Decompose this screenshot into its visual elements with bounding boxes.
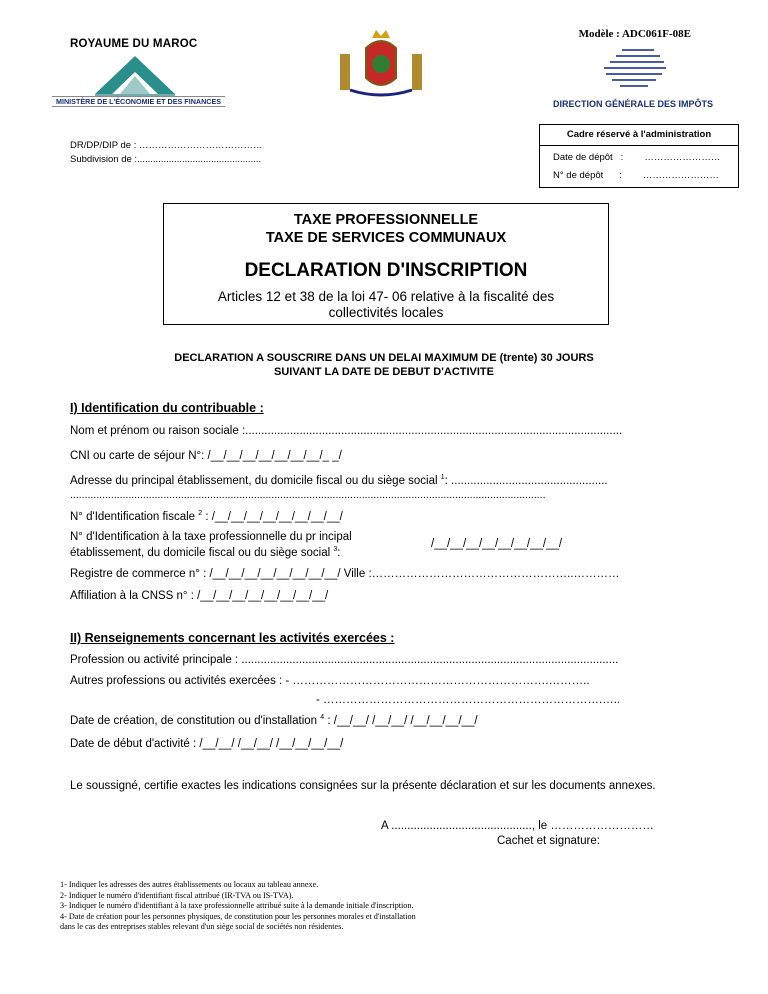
address-continuation[interactable]: ................................................................................................................................................................... <box>70 489 546 501</box>
creation-date-boxes: : /__/__/ /__/__/ /__/__/__/__/ <box>324 714 478 727</box>
footnote-2: 2- Indiquer le numéro d'identifiant fiscal attribué (IR-TVA ou IS-TVA). <box>60 890 294 900</box>
address-label: Adresse du principal établissement, du domicile fiscal ou du siège social <box>70 474 438 487</box>
depot-number-field: N° de dépôt : …………………… <box>553 170 719 181</box>
creation-date-label: Date de création, de constitution ou d'installation <box>70 714 318 727</box>
creation-date-field[interactable] <box>70 714 478 727</box>
signature-place-date-field[interactable]: A ............................................, le ……………………… <box>381 820 654 832</box>
start-date-field[interactable]: Date de début d'activité : /__/__/ /__/__/ /__/__/__/__/ <box>70 738 344 750</box>
ministry-label: MINISTÈRE DE L'ÉCONOMIE ET DES FINANCES <box>52 96 225 107</box>
dgi-logo <box>592 46 672 94</box>
fiscal-id-label: N° d'Identification fiscale <box>70 510 196 523</box>
main-profession-field[interactable]: Profession ou activité principale : ...................................................................................................................... <box>70 654 619 666</box>
depot-date-field: Date de dépôt : …………………… <box>553 152 721 163</box>
fiscal-id-field[interactable] <box>70 510 343 523</box>
name-field[interactable]: Nom et prénom ou raison sociale :...................................................................................................................... <box>70 425 623 437</box>
footnote-1: 1- Indiquer les adresses des autres établissements ou locaux au tableau annexe. <box>60 880 319 889</box>
tp-id-label-text: établissement, du domicile fiscal ou du siège social <box>70 546 331 559</box>
certification-text: Le soussigné, certifie exactes les indications consignées sur la présente déclaration et sur les documents annexes. <box>70 780 656 792</box>
ministry-logo <box>90 54 180 102</box>
tp-id-label-1: N° d'Identification à la taxe professionnelle du pr incipal <box>70 531 352 543</box>
articles-reference: Articles 12 et 38 de la loi 47- 06 relative à la fiscalité des collectivités locales <box>217 289 555 320</box>
admin-reserved-box <box>539 124 739 188</box>
footnote-ref-1: 1 <box>440 474 445 481</box>
tp-id-colon: : <box>337 546 341 559</box>
address-field[interactable] <box>70 474 608 487</box>
commerce-register-field[interactable]: Registre de commerce n° : /__/__/__/__/__/__/__/__/ Ville :……………………………………………..………… <box>70 568 620 580</box>
kingdom-label: ROYAUME DU MAROC <box>70 38 198 50</box>
other-professions-field[interactable]: Autres professions ou activités exercées : - ………………………………………………………….……….. <box>70 675 590 687</box>
footnote-4-cont: dans le cas des entreprises stables relevant d'un siège social de sociétés non résidentes. <box>60 922 344 931</box>
other-professions-field-2[interactable]: - ……………………………………………………………….….. <box>316 694 621 706</box>
footnote-ref-4: 4 <box>320 714 325 721</box>
tp-id-label-2 <box>70 546 340 559</box>
admin-box-title: Cadre réservé à l'administration <box>566 129 712 140</box>
footnote-ref-2: 2 <box>198 510 203 517</box>
notice-line-2: SUIVANT LA DATE DE DEBUT D'ACTIVITE <box>274 366 494 378</box>
admin-box-divider <box>540 145 738 146</box>
footnote-3: 3- Indiquer le numéro d'identifiant à la taxe professionnelle attribué suite à la demande initiale d'inscription. <box>60 901 414 910</box>
cni-field[interactable]: CNI ou carte de séjour N°: /__/__/__/__/__/__/__/_ _/ <box>70 450 342 462</box>
signature-label: Cachet et signature: <box>497 835 600 847</box>
title-box <box>163 203 609 325</box>
coat-of-arms-emblem <box>330 28 432 100</box>
footnote-4: 4- Date de création pour les personnes physiques, de constitution pour les personnes morales et d'installation <box>60 911 416 921</box>
subdivision-field[interactable]: Subdivision de :............................................... <box>70 154 262 165</box>
cnss-field[interactable]: Affiliation à la CNSS n° : /__/__/__/__/__/__/__/__/ <box>70 590 329 602</box>
tp-id-boxes[interactable]: /__/__/__/__/__/__/__/__/ <box>431 538 563 550</box>
section-2-title: II) Renseignements concernant les activités exercées : <box>70 631 395 645</box>
dr-field[interactable]: DR/DP/DIP de : ………………………………… <box>70 140 263 151</box>
fiscal-id-boxes: : /__/__/__/__/__/__/__/__/ <box>205 510 343 523</box>
title-line-1: TAXE PROFESSIONNELLE <box>293 212 479 228</box>
model-code: Modèle : ADC061F-08E <box>578 28 691 40</box>
title-line-2: TAXE DE SERVICES COMMUNAUX <box>265 230 507 246</box>
footnotes <box>60 880 416 933</box>
dgi-label: DIRECTION GÉNÉRALE DES IMPÔTS <box>553 99 714 109</box>
address-dots: : ................................................. <box>444 474 608 487</box>
footnote-ref-3: 3 <box>333 546 338 553</box>
main-title: DECLARATION D'INSCRIPTION <box>244 260 528 281</box>
section-1-title: I) Identification du contribuable : <box>70 401 264 415</box>
notice-line-1: DECLARATION A SOUSCRIRE DANS UN DELAI MAXIMUM DE (trente) 30 JOURS <box>174 352 594 364</box>
